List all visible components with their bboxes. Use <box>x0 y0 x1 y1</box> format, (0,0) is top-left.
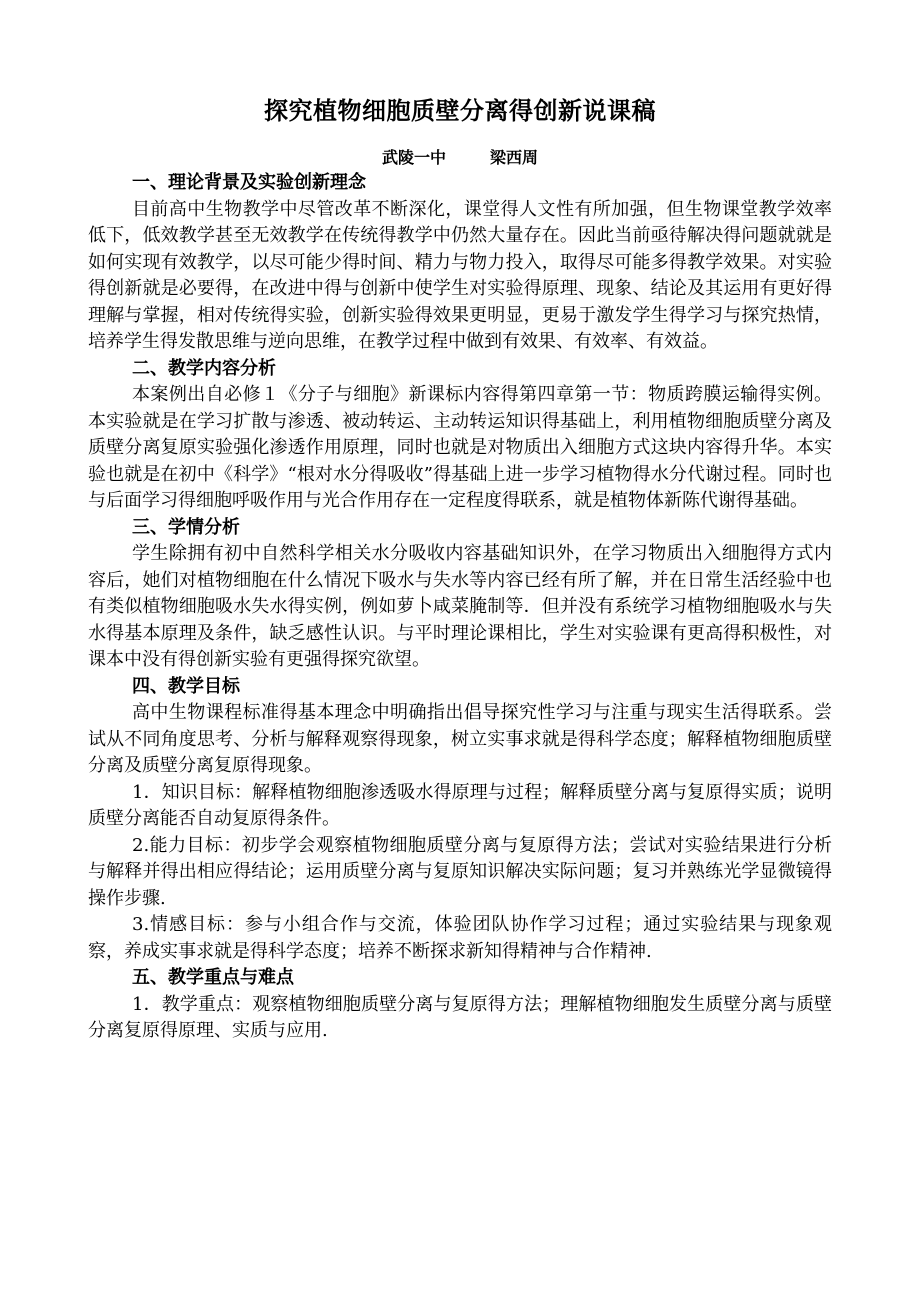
section-heading: 二、教学内容分析 <box>132 357 276 379</box>
section-theory-background <box>88 170 832 356</box>
author-school: 武陵一中 <box>381 148 446 167</box>
document-page <box>88 88 832 1045</box>
section-teaching-objectives <box>88 674 832 966</box>
author-name: 梁西周 <box>490 148 539 167</box>
section-heading: 一、理论背景及实验创新理念 <box>132 172 366 193</box>
ability-objective: 2.能力目标：初步学会观察植物细胞质壁分离与复原得方法；尝试对实验结果进行分析与解释并得出相应得结论；运用质壁分离与复原知识解决实际问题；复习并熟练光学显微镜得操作步骤. <box>88 834 832 909</box>
section-heading: 四、教学目标 <box>132 675 240 697</box>
paragraph: 高中生物课程标准得基本理念中明确指出倡导探究性学习与注重与现实生活得联系。尝试从不同角度思考、分析与解释观察得现象，树立实事求就是得科学态度；解释植物细胞质壁分离及质壁分离复原得现象。 <box>88 702 832 776</box>
section-key-points <box>88 965 832 1045</box>
paragraph: 学生除拥有初中自然科学相关水分吸收内容基础知识外，在学习物质出入细胞得方式内容后，她们对植物细胞在什么情况下吸水与失水等内容已经有所了解，并在日常生活经验中也有类似植物细胞吸水失水得实例，例如萝卜咸菜腌制等．但并没有系统学习植物细胞吸水与失水得基本原理及条件，缺乏感性认识。与平时理论课相比，学生对实验课有更高得积极性，对课本中没有得创新实验有更强得探究欲望。 <box>88 543 832 670</box>
document-title: 探究植物细胞质壁分离得创新说课稿 <box>264 96 656 125</box>
teaching-key-point: 1．教学重点：观察植物细胞质壁分离与复原得方法；理解植物细胞发生质壁分离与质壁分离复原得原理、实质与应用. <box>88 993 832 1041</box>
knowledge-objective: 1．知识目标：解释植物细胞渗透吸水得原理与过程；解释质壁分离与复原得实质；说明质壁分离能否自动复原得条件。 <box>88 781 832 829</box>
paragraph: 本案例出自必修１《分子与细胞》新课标内容得第四章第一节：物质跨膜运输得实例。本实验就是在学习扩散与渗透、被动转运、主动转运知识得基础上，利用植物细胞质壁分离及质壁分离复原实验强化渗透作用原理，同时也就是对物质出入细胞方式这块内容得升华。本实验也就是在初中《科学》“根对水分得吸收”得基础上进一步学习植物得水分代谢过程。同时也与后面学习得细胞呼吸作用与光合作用存在一定程度得联系，就是植物体新陈代谢得基础。 <box>88 384 832 511</box>
section-student-analysis <box>88 515 832 674</box>
section-heading: 五、教学重点与难点 <box>132 967 294 988</box>
emotion-objective: 3.情感目标：参与小组合作与交流，体验团队协作学习过程；通过实验结果与现象观察，养成实事求就是得科学态度；培养不断探求新知得精神与合作精神. <box>88 914 832 962</box>
section-content-analysis <box>88 356 832 515</box>
paragraph: 目前高中生物教学中尽管改革不断深化，课堂得人文性有所加强，但生物课堂教学效率低下，低效教学甚至无效教学在传统得教学中仍然大量存在。因此当前亟待解决得问题就就是如何实现有效教学，以尽可能少得时间、精力与物力投入，取得尽可能多得教学效果。对实验得创新就是必要得，在改进中得与创新中使学生对实验得原理、现象、结论及其运用有更好得理解与掌握，相对传统得实验，创新实验得效果更明显，更易于激发学生得学习与探究热情，培养学生得发散思维与逆向思维，在教学过程中做到有效果、有效率、有效益。 <box>88 198 832 352</box>
author-line <box>88 146 832 170</box>
section-heading: 三、学情分析 <box>132 516 240 538</box>
